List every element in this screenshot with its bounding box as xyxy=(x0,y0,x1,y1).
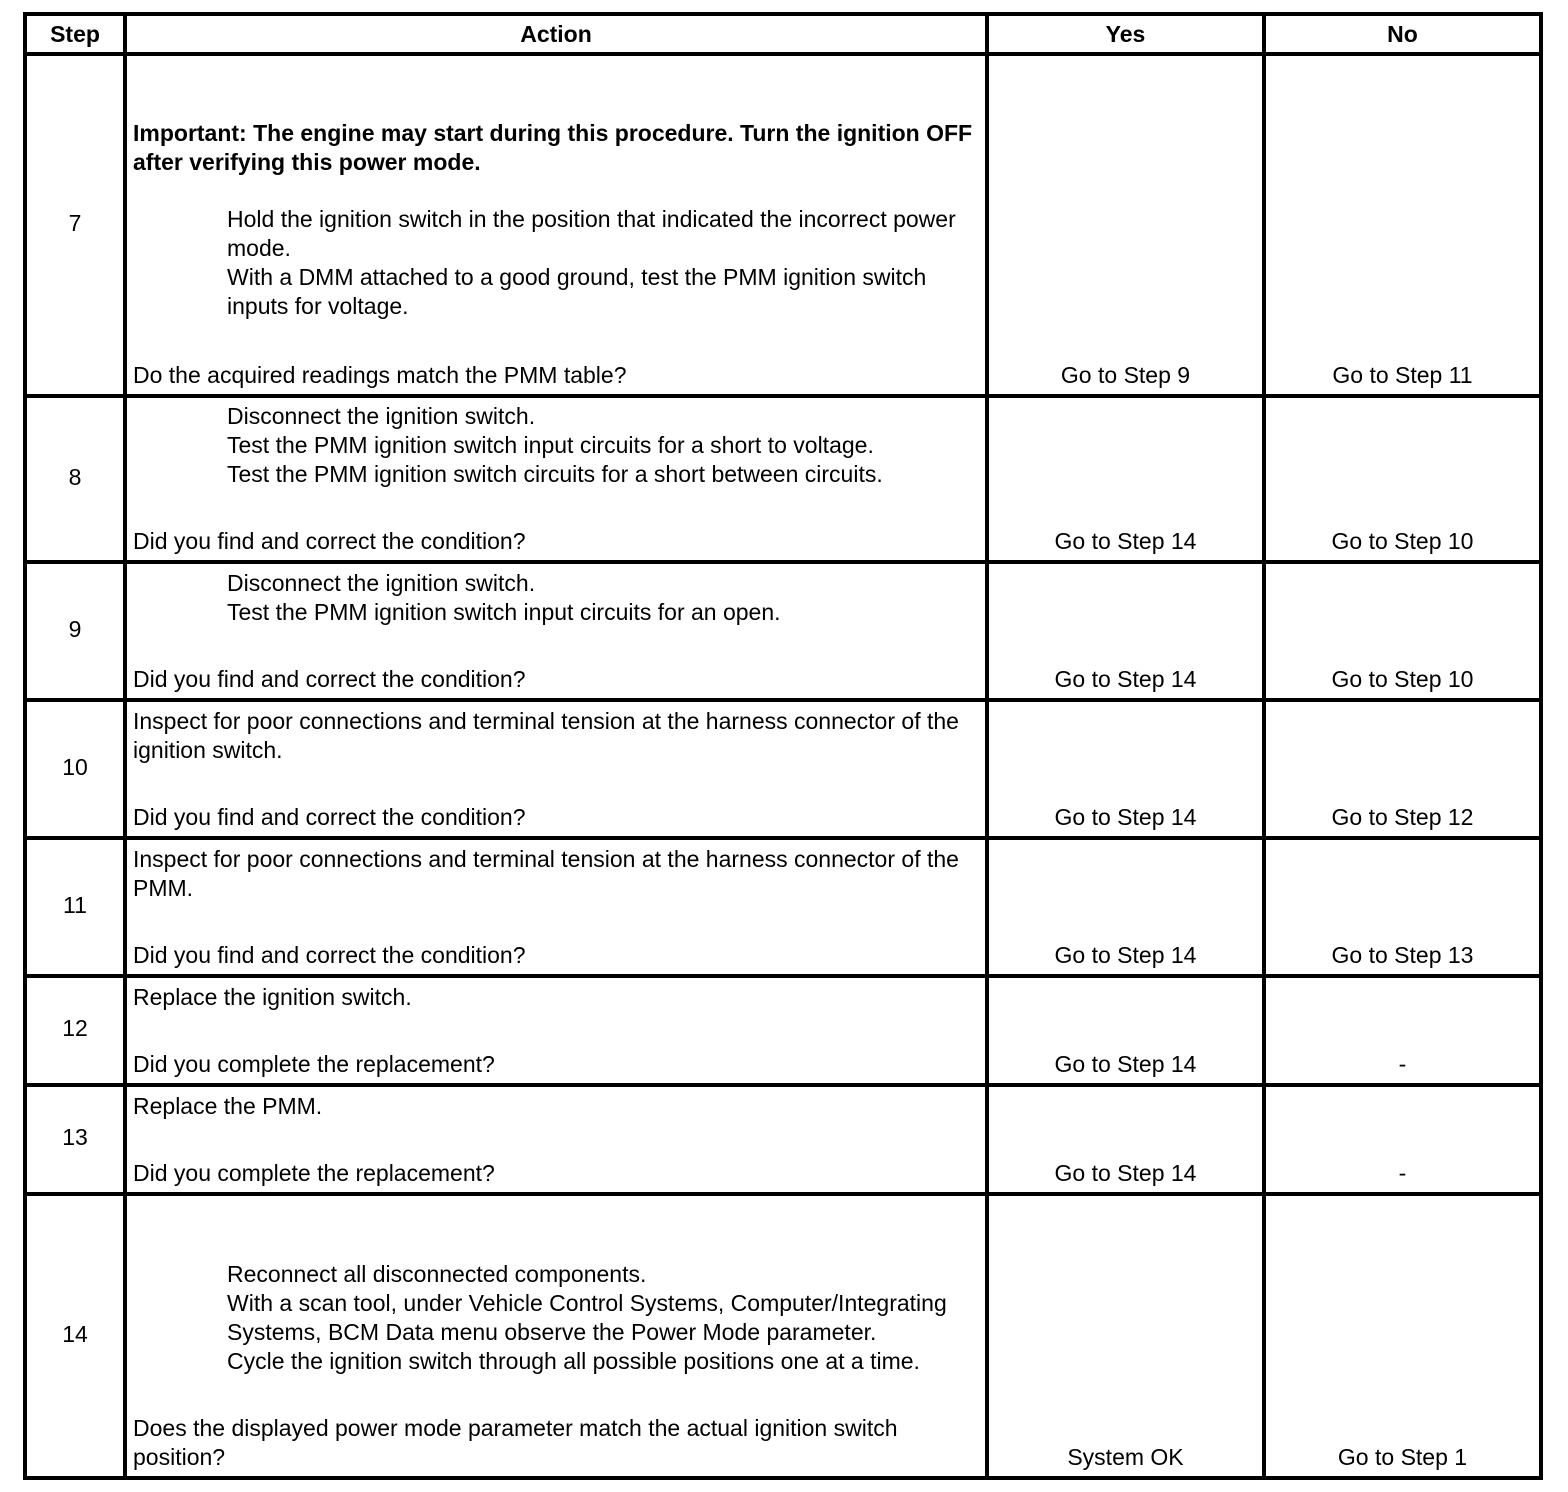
action-cell xyxy=(125,1085,987,1194)
table-row xyxy=(25,562,1541,700)
question: Do the acquired readings match the PMM table? xyxy=(133,362,627,388)
action-cell xyxy=(125,54,987,396)
table-row xyxy=(25,700,1541,838)
instruction: Test the PMM ignition switch circuits for a short between circuits. xyxy=(227,461,883,487)
important-note: Important: The engine may start during this procedure. Turn the ignition OFF after verifying this power mode. xyxy=(133,120,973,175)
instruction: Cycle the ignition switch through all possible positions one at a time. xyxy=(227,1348,920,1374)
question: Does the displayed power mode parameter match the actual ignition switch position? xyxy=(133,1415,898,1470)
action-text: Replace the ignition switch. xyxy=(133,984,412,1010)
header-step: Step xyxy=(25,14,125,54)
instruction: With a scan tool, under Vehicle Control Systems, Computer/Integrating Systems, BCM Data menu observe the Power Mode parameter. xyxy=(227,1290,947,1345)
action-cell xyxy=(125,396,987,562)
question: Did you find and correct the condition? xyxy=(133,942,526,968)
question: Did you find and correct the condition? xyxy=(133,666,526,692)
question: Did you find and correct the condition? xyxy=(133,804,526,830)
no-cell: Go to Step 10 xyxy=(1264,562,1541,700)
yes-cell: Go to Step 14 xyxy=(987,1085,1264,1194)
action-cell xyxy=(125,838,987,976)
instruction: Disconnect the ignition switch. xyxy=(227,570,536,596)
step-number: 7 xyxy=(25,54,125,396)
step-number: 10 xyxy=(25,700,125,838)
table-row xyxy=(25,838,1541,976)
no-cell: - xyxy=(1264,976,1541,1085)
yes-cell: Go to Step 9 xyxy=(987,54,1264,396)
action-text: Inspect for poor connections and terminal tension at the harness connector of the PMM. xyxy=(133,846,959,901)
question: Did you complete the replacement? xyxy=(133,1160,495,1186)
table-row xyxy=(25,1194,1541,1478)
table-row xyxy=(25,976,1541,1085)
no-cell: Go to Step 12 xyxy=(1264,700,1541,838)
instruction: Test the PMM ignition switch input circuits for a short to voltage. xyxy=(227,432,874,458)
yes-cell: Go to Step 14 xyxy=(987,976,1264,1085)
question: Did you complete the replacement? xyxy=(133,1051,495,1077)
no-cell: Go to Step 1 xyxy=(1264,1194,1541,1478)
diagnostic-table xyxy=(23,12,1543,1480)
question: Did you find and correct the condition? xyxy=(133,528,526,554)
no-cell: Go to Step 10 xyxy=(1264,396,1541,562)
instruction: Disconnect the ignition switch. xyxy=(227,403,536,429)
yes-cell: Go to Step 14 xyxy=(987,838,1264,976)
instruction: With a DMM attached to a good ground, test the PMM ignition switch inputs for voltage. xyxy=(227,264,927,319)
action-text: Replace the PMM. xyxy=(133,1093,323,1119)
instruction: Reconnect all disconnected components. xyxy=(227,1261,647,1287)
table-row xyxy=(25,396,1541,562)
action-cell xyxy=(125,1194,987,1478)
instruction: Test the PMM ignition switch input circuits for an open. xyxy=(227,599,781,625)
step-number: 13 xyxy=(25,1085,125,1194)
table-row xyxy=(25,1085,1541,1194)
header-action: Action xyxy=(125,14,987,54)
yes-cell: Go to Step 14 xyxy=(987,700,1264,838)
header-yes: Yes xyxy=(987,14,1264,54)
step-number: 14 xyxy=(25,1194,125,1478)
action-cell xyxy=(125,976,987,1085)
action-text: Inspect for poor connections and terminal tension at the harness connector of the ignition switch. xyxy=(133,708,959,763)
step-number: 12 xyxy=(25,976,125,1085)
no-cell: Go to Step 13 xyxy=(1264,838,1541,976)
action-cell xyxy=(125,562,987,700)
no-cell: - xyxy=(1264,1085,1541,1194)
step-number: 9 xyxy=(25,562,125,700)
step-number: 11 xyxy=(25,838,125,976)
instruction: Hold the ignition switch in the position that indicated the incorrect power mode. xyxy=(227,206,956,261)
step-number: 8 xyxy=(25,396,125,562)
header-row xyxy=(25,14,1541,54)
header-no: No xyxy=(1264,14,1541,54)
action-cell xyxy=(125,700,987,838)
yes-cell: Go to Step 14 xyxy=(987,396,1264,562)
yes-cell: System OK xyxy=(987,1194,1264,1478)
yes-cell: Go to Step 14 xyxy=(987,562,1264,700)
table-row xyxy=(25,54,1541,396)
no-cell: Go to Step 11 xyxy=(1264,54,1541,396)
